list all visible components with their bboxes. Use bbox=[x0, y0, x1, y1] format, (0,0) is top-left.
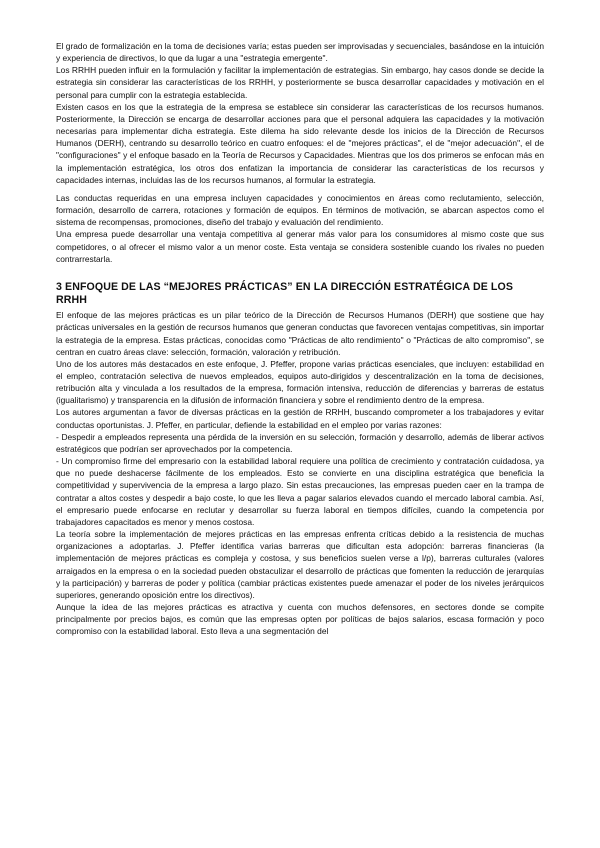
paragraph: La teoría sobre la implementación de mejores prácticas en las empresas enfrenta críticas debido a la resistencia de muchas organizaciones a adoptarlas. J. Pfeffer identifica varias barreras que dificultan esta adopción: barreras financieras (la implementación de mejores prácticas es compleja y costosa, y sus beneficios suelen verse a l/p), barreras culturales (valores arraigados en la empresa o en la sociedad pueden obstaculizar el desarrollo de prácticas que fomenten la reducción de jerarquías y la participación) y barreras de poder y política (cambiar prácticas existentes puede amenazar el poder de los niveles jerárquicos superiores, generando oposición entre los directivos). bbox=[56, 529, 544, 600]
paragraph: El grado de formalización en la toma de decisiones varía; estas pueden ser improvisadas y secuenciales, basándose en la intuición y experiencia de directivos, lo que da lugar a una "estrategia emergente". bbox=[56, 41, 544, 64]
paragraph: Existen casos en los que la estrategia de la empresa se establece sin considerar las características de los recursos humanos. Posteriormente, la Dirección se encarga de desarrollar acciones para que el personal adquiera las capacidades y la motivación necesarias para implementar dicha estrategia. Este dilema ha sido relevante desde los inicios de la Dirección de Recursos Humanos (DERH), centrando su desarrollo teórico en cuatro enfoques: el de "mejores prácticas", el de "mejor adecuación", el de "configuraciones" y el enfoque basado en la Teoría de Recursos y Capacidades. Mientras que los dos primeros se enfocan más en la implementación estratégica, los otros dos enfatizan la importancia de considerar las características de los recursos y capacidades internas, incluidas las de los recursos humanos, al formular la estrategia. bbox=[56, 101, 544, 185]
paragraph: Uno de los autores más destacados en este enfoque, J. Pfeffer, propone varias prácticas esenciales, que incluyen: estabilidad en el empleo, contratación selectiva de nuevos empleados, equipos auto-dirigidos y descentralización en la toma de decisiones, retribución alta y vinculada a los resultados de la empresa, formación intensiva, reducción de diferencias y barreras de estatus (igualitarismo) y transparencia en la difusión de información financiera y sobre el rendimiento dentro de la empresa. bbox=[56, 358, 544, 406]
paragraph: El enfoque de las mejores prácticas es un pilar teórico de la Dirección de Recursos Humanos (DERH) que sostiene que hay prácticas universales en la gestión de recursos humanos que generan conductas que favorecen ventajas competitivas, sin importar la estrategia de la empresa. Estas prácticas, conocidas como "Prácticas de alto rendimiento" o "Prácticas de alto compromiso", se centran en cuatro áreas clave: selección, formación, valoración y retribución. bbox=[56, 310, 544, 357]
paragraph: Los autores argumentan a favor de diversas prácticas en la gestión de RRHH, buscando comprometer a los trabajadores y evitar conductas oportunistas. J. Pfeffer, en particular, defiende la estabilidad en el empleo por varias razones: bbox=[56, 407, 544, 430]
document-page bbox=[56, 40, 544, 637]
paragraph: Las conductas requeridas en una empresa incluyen capacidades y conocimientos en áreas como reclutamiento, selección, formación, desarrollo de carrera, rotaciones y formación de equipos. En términos de motivación, se abarcan aspectos como el sistema de recompensas, promociones, diseño del trabajo y evaluación del rendimiento. bbox=[56, 192, 544, 228]
list-item: - Un compromiso firme del empresario con la estabilidad laboral requiere una política de crecimiento y contratación cuidadosa, ya que no puede deshacerse fácilmente de los empleados. Esto se convierte en una disciplina estratégica que beneficia la competitividad y supervivencia de la empresa a largo plazo. Sin estas precauciones, las empresas pueden caer en la trampa de contratar a altos costes y despedir a bajo coste, lo que les lleva a pagar salarios elevados cuando el mercado laboral cambia. Así, el empresario puede enfocarse en reclutar y desarrollar su fuerza laboral en tiempos difíciles, cuando la competencia por trabajadores capacitados es menor y menos costosa. bbox=[56, 456, 544, 527]
paragraph: Aunque la idea de las mejores prácticas es atractiva y cuenta con muchos defensores, en sectores donde se compite principalmente por precios bajos, es común que las empresas opten por políticas de bajos salarios, escasa formación y poco compromiso con la estabilidad laboral. Esto lleva a una segmentación del bbox=[56, 601, 544, 637]
section-gap bbox=[56, 265, 544, 281]
section-heading: 3 ENFOQUE DE LAS “MEJORES PRÁCTICAS” EN LA DIRECCIÓN ESTRATÉGICA DE LOS RRHH bbox=[56, 280, 513, 307]
paragraph: Los RRHH pueden influir en la formulación y facilitar la implementación de estrategias. Sin embargo, hay casos donde se decide la estrategia sin considerar las características de los RRHH, y posteriormente se busca desarrollar capacidades y motivación en el personal para cumplir con la estrategia establecida. bbox=[56, 65, 544, 100]
list-item: - Despedir a empleados representa una pérdida de la inversión en su selección, formación y desarrollo, además de liberar activos estratégicos que podrían ser aprovechados por la competencia. bbox=[56, 431, 544, 454]
paragraph: Una empresa puede desarrollar una ventaja competitiva al generar más valor para los consumidores al mismo coste que sus competidores, o al ofrecer el mismo valor a un menor coste. Esta ventaja se considera sostenible cuando los rivales no pueden contrarrestarla. bbox=[56, 229, 544, 264]
